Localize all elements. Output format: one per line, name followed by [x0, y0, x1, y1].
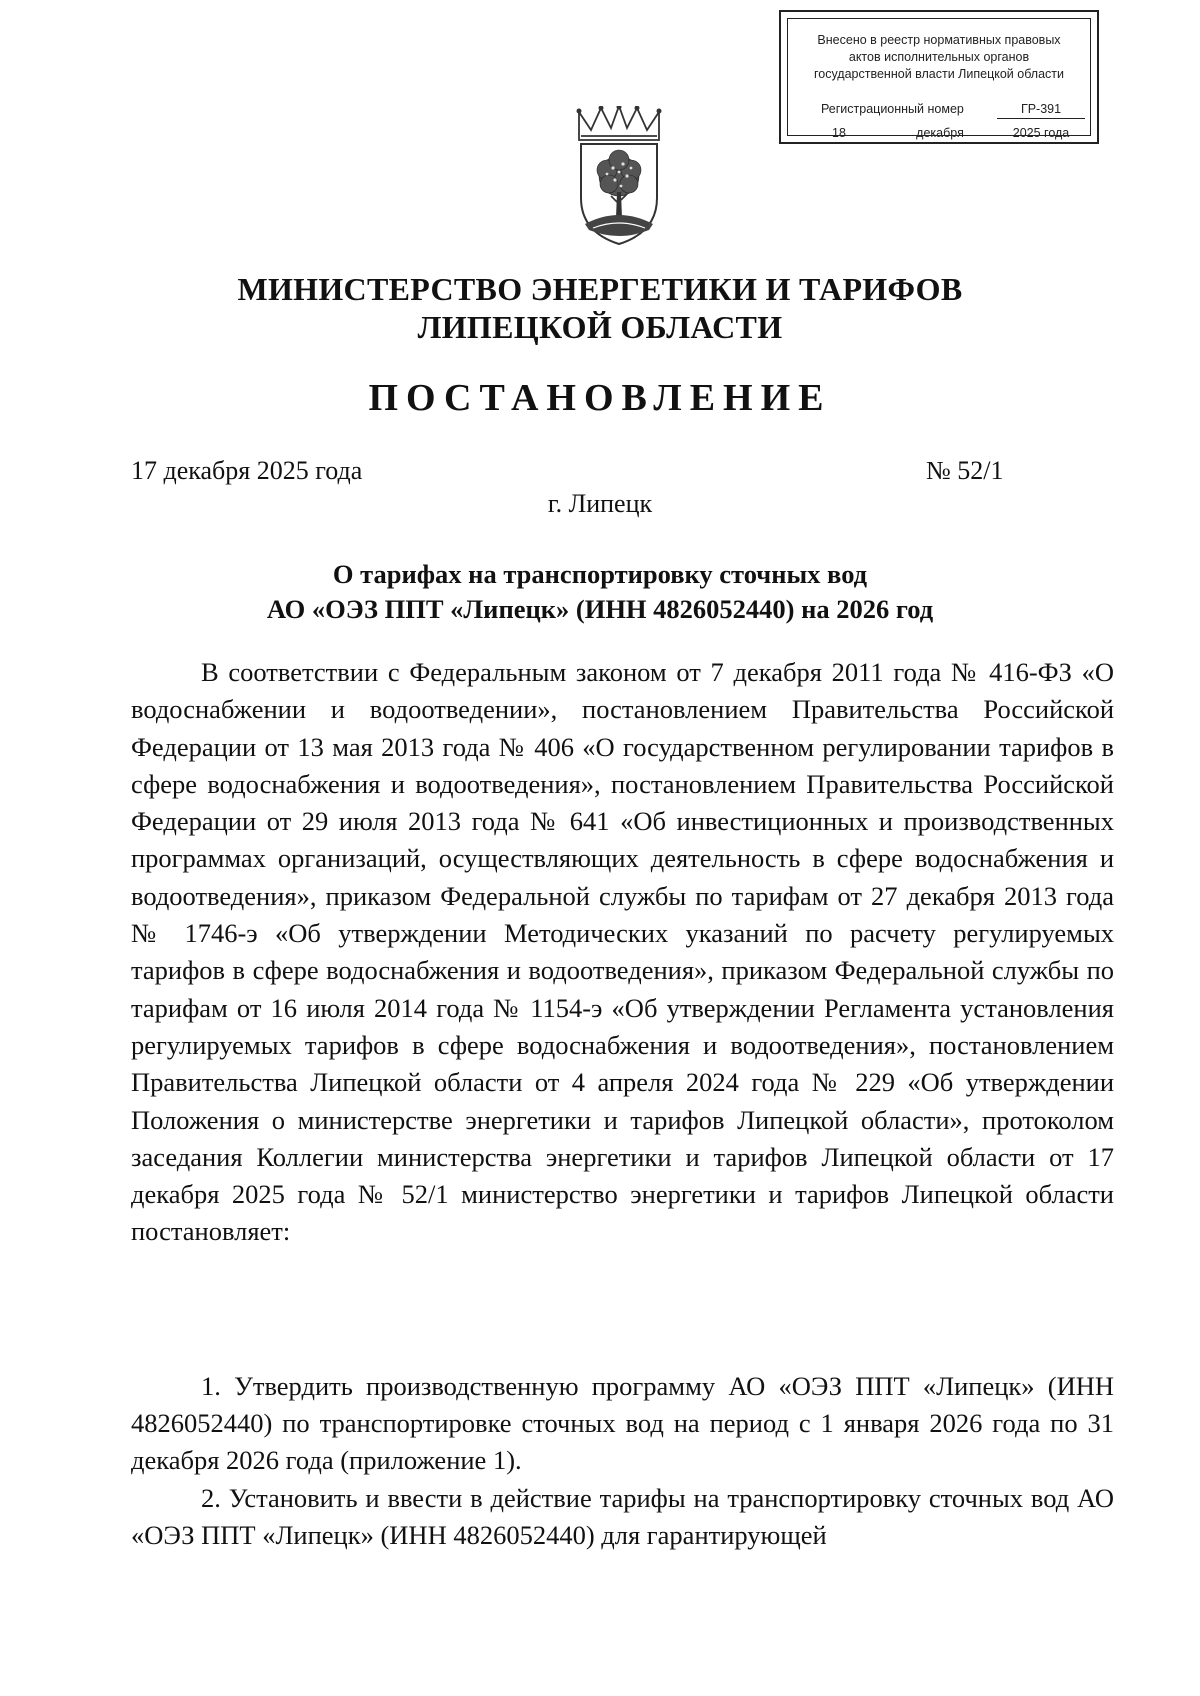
- stamp-registration-label: Регистрационный номер: [821, 102, 964, 116]
- stamp-registration-number: ГР-391: [997, 101, 1085, 119]
- stamp-day: 18: [809, 125, 869, 143]
- stamp-line-2: актов исполнительных органов: [848, 50, 1030, 64]
- document-subject-line-2: АО «ОЭЗ ППТ «Липецк» (ИНН 4826052440) на 2026 год: [266, 594, 934, 624]
- resolution-item-2: 2. Установить и ввести в действие тарифы на транспортировку сточных вод АО «ОЭЗ ППТ «Липецк» (ИНН 4826052440) для гарантирующей: [131, 1483, 1114, 1550]
- ministry-name-line-1: МИНИСТЕРСТВО ЭНЕРГЕТИКИ И ТАРИФОВ: [237, 271, 963, 307]
- ministry-name: [0, 270, 1200, 346]
- registry-stamp: [779, 10, 1099, 144]
- document-subject: [0, 557, 1200, 627]
- ministry-name-line-2: ЛИПЕЦКОЙ ОБЛАСТИ: [417, 309, 783, 345]
- stamp-month: декабря: [895, 125, 985, 143]
- stamp-line-3: государственной власти Липецкой области: [813, 67, 1065, 81]
- preamble-paragraph: В соответствии с Федеральным законом от 7 декабря 2011 года № 416-ФЗ «О водоснабжении и водоотведении», постановлением Правительства Российской Федерации от 13 мая 2013 года № 406 «О государственном регулировании тарифов в сфере водоснабжения и водоотведения», постановлением Правительства Российской Федерации от 29 июля 2013 года № 641 «Об инвестиционных и производственных программах организаций, осуществляющих деятельность в сфере водоснабжения и водоотведения», приказом Федеральной службы по тарифам от 27 декабря 2013 года № 1746-э «Об утверждении Методических указаний по расчету регулируемых тарифов в сфере водоснабжения и водоотведения», приказом Федеральной службы по тарифам от 16 июля 2014 года № 1154-э «Об утверждении Регламента установления регулируемых тарифов в сфере водоснабжения и водоотведения», постановлением Правительства Липецкой области от 4 апреля 2024 года № 229 «Об утверждении Положения о министерстве энергетики и тарифов Липецкой области», протоколом заседания Коллегии министерства энергетики и тарифов Липецкой области от 17 декабря 2025 года № 52/1 министерство энергетики и тарифов Липецкой области постановляет:: [131, 657, 1114, 1247]
- stamp-registration-row: [799, 101, 1085, 118]
- stamp-line-1: Внесено в реестр нормативных правовых: [817, 33, 1061, 47]
- document-city: г. Липецк: [547, 489, 653, 518]
- coat-of-arms-lipetsk-icon: [571, 106, 667, 246]
- document-number: № 52/1: [926, 456, 1004, 485]
- resolution-item-1: 1. Утвердить производственную программу АО «ОЭЗ ППТ «Липецк» (ИНН 4826052440) по транспортировке сточных вод на период с 1 января 2026 года по 31 декабря 2026 года (приложение 1).: [131, 1371, 1114, 1475]
- document-type-heading: ПОСТАНОВЛЕНИЕ: [368, 377, 832, 419]
- stamp-year: 2025 года: [997, 125, 1085, 143]
- stamp-date-row: [799, 125, 1085, 142]
- document-date: 17 декабря 2025 года: [131, 456, 363, 485]
- document-subject-line-1: О тарифах на транспортировку сточных вод: [332, 559, 868, 589]
